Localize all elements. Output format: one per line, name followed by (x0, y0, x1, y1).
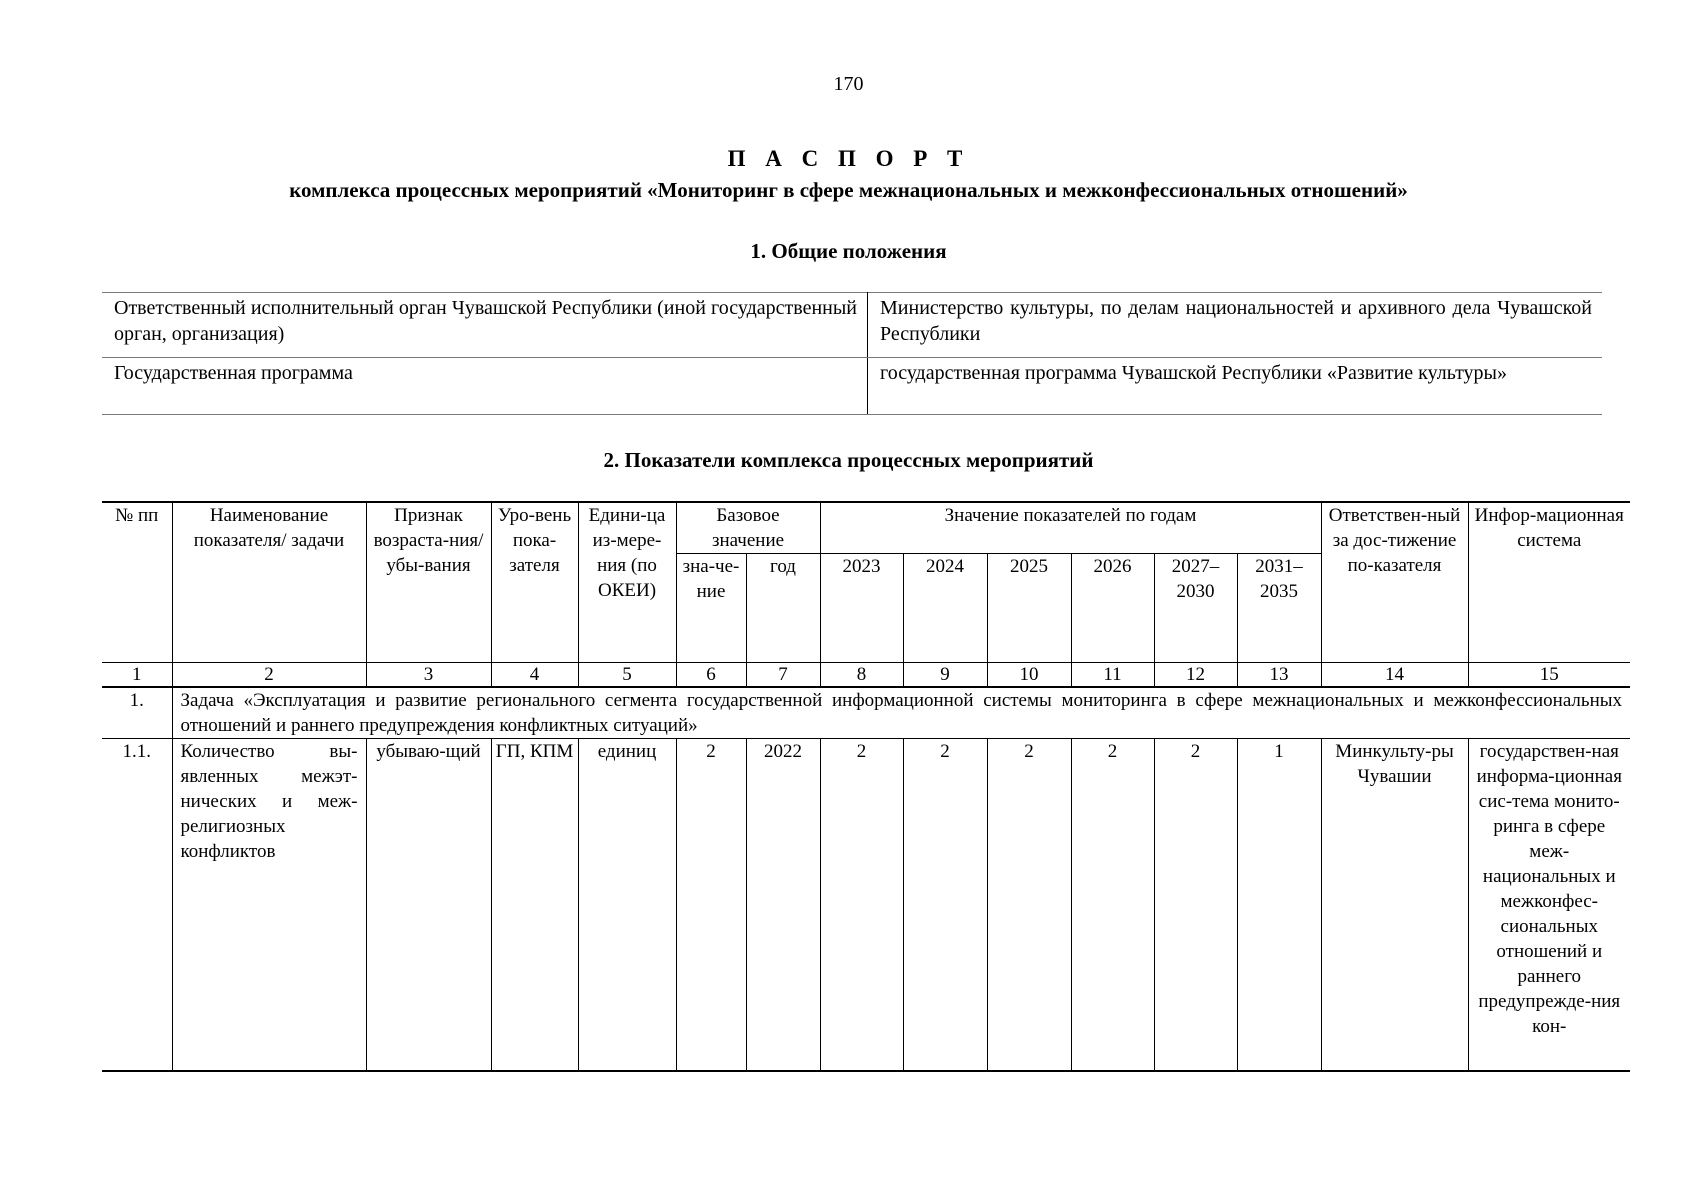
state-program-value: государственная программа Чувашской Республики «Развитие культуры» (868, 358, 1603, 415)
header-values-by-year: Значение показателей по годам (820, 502, 1321, 554)
table-row (102, 358, 1602, 415)
indicator-year-value: 1 (1237, 739, 1321, 1072)
header-year: 2024 (903, 554, 987, 663)
header-year: 2027–2030 (1154, 554, 1237, 663)
column-number: 8 (820, 663, 903, 688)
column-number: 3 (366, 663, 491, 688)
indicator-year-value: 2 (903, 739, 987, 1072)
column-number: 7 (746, 663, 820, 688)
column-number: 2 (172, 663, 366, 688)
indicator-name: Количество вы-явленных межэт-нических и меж-религиозных конфликтов (172, 739, 366, 1072)
state-program-label: Государственная программа (102, 358, 868, 415)
indicator-sign: убываю-щий (366, 739, 491, 1072)
header-year: 2031–2035 (1237, 554, 1321, 663)
task-number: 1. (102, 687, 172, 739)
page-number: 170 (833, 73, 864, 95)
column-number: 6 (676, 663, 746, 688)
column-number: 4 (491, 663, 578, 688)
header-row (102, 502, 1630, 554)
column-number: 13 (1237, 663, 1321, 688)
indicator-base-year: 2022 (746, 739, 820, 1072)
header-unit: Едини-ца из-мере-ния (по ОКЕИ) (578, 502, 676, 663)
section-heading-general: 1. Общие положения (750, 239, 947, 263)
indicator-level: ГП, КПМ (491, 739, 578, 1072)
column-number: 11 (1071, 663, 1154, 688)
indicator-year-value: 2 (1071, 739, 1154, 1072)
header-level: Уро-вень пока-зателя (491, 502, 578, 663)
header-year: 2025 (987, 554, 1071, 663)
column-number: 10 (987, 663, 1071, 688)
indicator-year-value: 2 (820, 739, 903, 1072)
header-sign: Признак возраста-ния/ убы-вания (366, 502, 491, 663)
column-numbers-row (102, 663, 1630, 688)
indicator-row (102, 739, 1630, 1072)
column-number: 1 (102, 663, 172, 688)
table-row (102, 293, 1602, 358)
task-text: Задача «Эксплуатация и развитие регионального сегмента государственной информационной системы мониторинга в сфере межнациональных и межконфессиональных отношений и раннего предупреждения конфликтных ситуаций» (172, 687, 1630, 739)
column-number: 15 (1468, 663, 1630, 688)
header-base: Базовое значение (676, 502, 820, 554)
indicator-year-value: 2 (1154, 739, 1237, 1072)
indicator-year-value: 2 (987, 739, 1071, 1072)
header-num: № пп (102, 502, 172, 663)
responsible-body-value: Министерство культуры, по делам национальностей и архивного дела Чувашской Республики (868, 293, 1603, 358)
column-number: 14 (1321, 663, 1468, 688)
general-provisions-table (102, 292, 1602, 415)
document-title: П А С П О Р Т (727, 146, 970, 171)
task-row (102, 687, 1630, 739)
header-info-system: Инфор-мационная система (1468, 502, 1630, 663)
indicator-unit: единиц (578, 739, 676, 1072)
column-number: 5 (578, 663, 676, 688)
column-number: 12 (1154, 663, 1237, 688)
indicator-number: 1.1. (102, 739, 172, 1072)
header-name: Наименование показателя/ задачи (172, 502, 366, 663)
document-subtitle: комплекса процессных мероприятий «Мониторинг в сфере межнациональных и межконфессиональных отношений» (289, 178, 1408, 202)
header-year: 2026 (1071, 554, 1154, 663)
indicator-info-system: государствен-ная информа-ционная сис-тема монито-ринга в сфере меж-национальных и межконфес-сиональных отношений и раннего предупрежде-ния кон- (1468, 739, 1630, 1072)
header-base-value: зна-че-ние (676, 554, 746, 663)
section-heading-indicators: 2. Показатели комплекса процессных мероприятий (603, 448, 1094, 472)
indicators-table (102, 501, 1630, 1072)
header-responsible: Ответствен-ный за дос-тижение по-казателя (1321, 502, 1468, 663)
indicator-responsible: Минкульту-ры Чувашии (1321, 739, 1468, 1072)
header-base-year: год (746, 554, 820, 663)
column-number: 9 (903, 663, 987, 688)
indicator-base-value: 2 (676, 739, 746, 1072)
responsible-body-label: Ответственный исполнительный орган Чувашской Республики (иной государственный орган, организация) (102, 293, 868, 358)
header-year: 2023 (820, 554, 903, 663)
